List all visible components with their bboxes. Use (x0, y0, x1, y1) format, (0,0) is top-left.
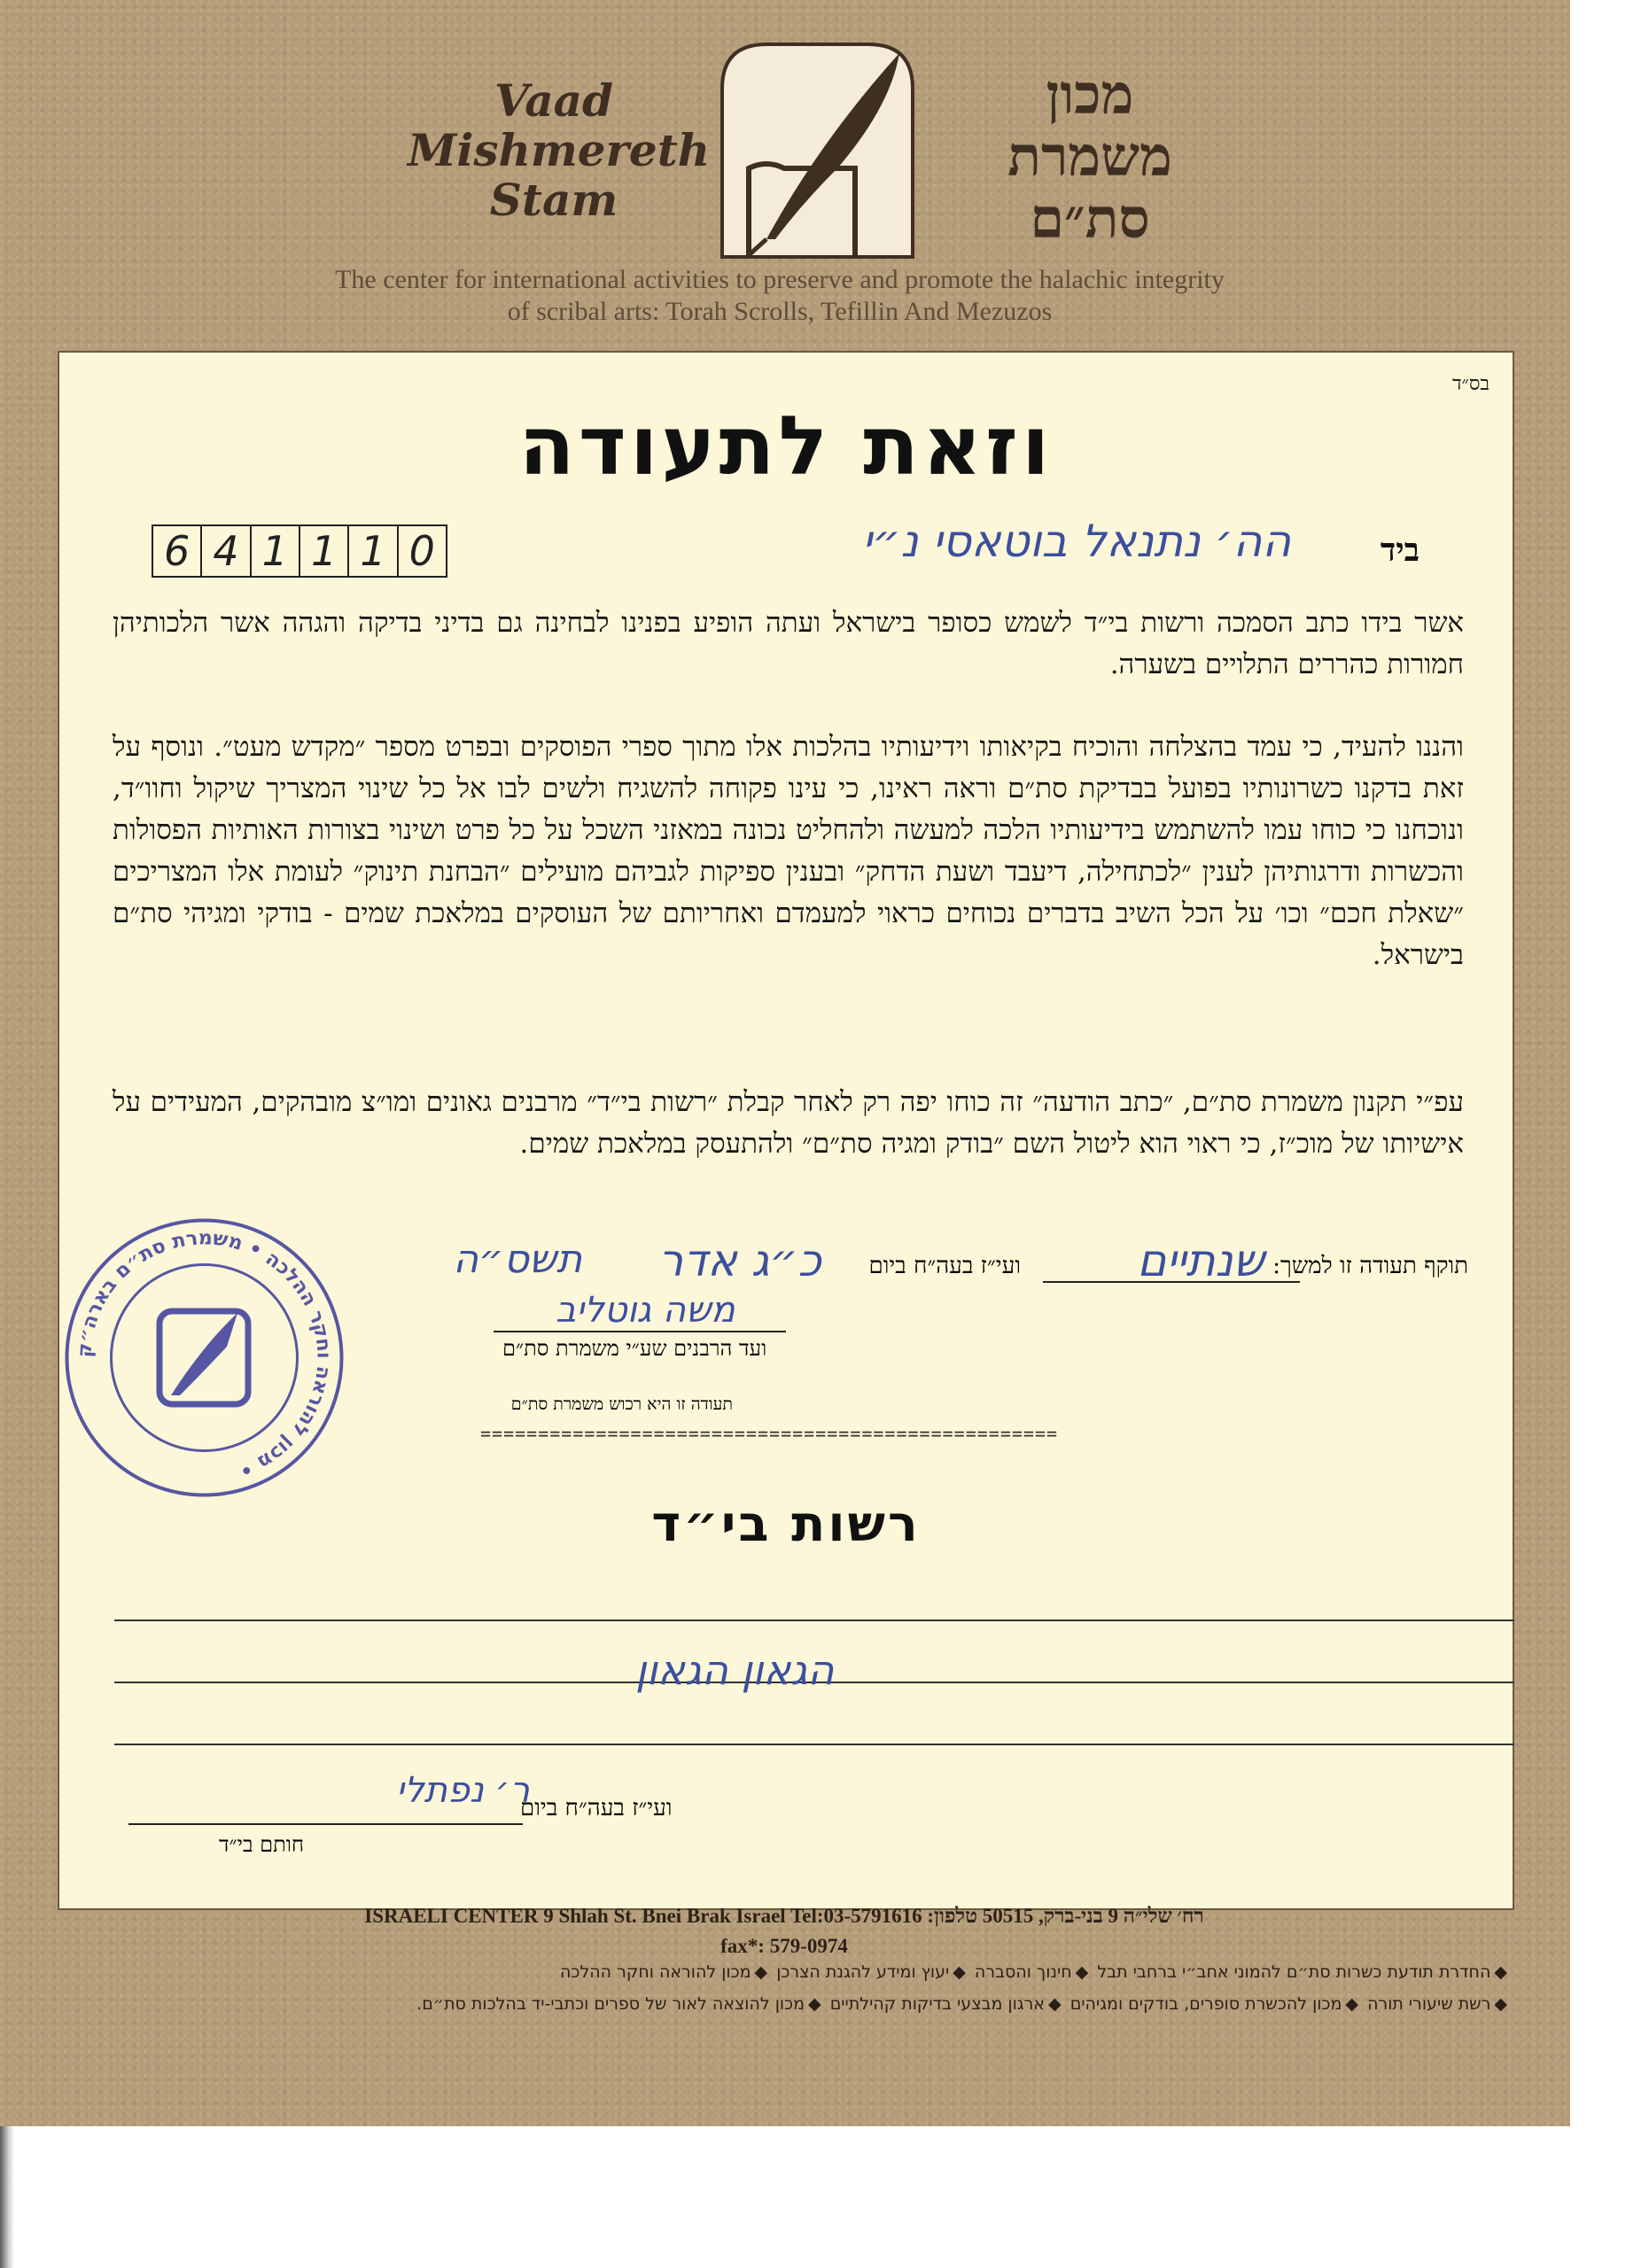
stamp-emblem-icon (159, 1311, 248, 1404)
bullet-icon: ◆ (1494, 1962, 1507, 1982)
bid-signature-line (128, 1823, 523, 1825)
bullet-icon: ◆ (808, 1994, 821, 2014)
validity-line (1043, 1281, 1300, 1283)
rabbis-committee-label: ועד הרבנים שע״י משמרת סת״ם (502, 1336, 767, 1361)
reshut-line (114, 1619, 1514, 1621)
service-item: מכון להכשרת סופרים, בודקים ומגיהים (1070, 1994, 1342, 2014)
footer-fax: fax*: 579-0974 (720, 1935, 848, 1957)
date-handwritten: כ״ג אדר (657, 1235, 821, 1286)
tagline-line: The center for international activities to preserve and promote the halachic integrity (335, 265, 1225, 294)
footer-address: ISRAELI CENTER 9 Shlah St. Bnei Brak Israel Tel:03-5791616 :רח׳ שלי״ה 9 בני-ברק, 50515 טלפון (364, 1905, 1204, 1927)
certificate-paragraph-1: אשר בידו כתב הסמכה ורשות בי״ד לשמש כסופר בישראל ועתה הופיע בפנינו לבחינה גם בדיני בדיקה והגהה אשר הלכותיהן חמורות כהררים התלויים בשערה. (113, 607, 1464, 680)
separator-line: ================================================== (480, 1423, 1059, 1444)
bsd-mark: בס״ד (1451, 373, 1490, 395)
bullet-icon: ◆ (953, 1962, 966, 1982)
certificate-title: וזאת לתעודה (518, 399, 1054, 493)
reshut-title: רשות בי״ד (651, 1495, 921, 1553)
service-item: החדרת תודעת כשרות סת״ם להמוני אחב״י ברחבי תבל (1097, 1962, 1491, 1982)
logo-en-line: Vaad (494, 74, 613, 127)
cert-digit: 1 (300, 526, 349, 576)
cert-digit: 1 (252, 526, 300, 576)
validity-label: תוקף תעודה זו למשך: (1272, 1253, 1468, 1279)
service-item: יעוץ ומידע להגנת הצרכן (776, 1962, 950, 1982)
cert-digit: 6 (153, 526, 202, 576)
bullet-icon: ◆ (1048, 1994, 1062, 2014)
certificate-paragraph-3: עפ״י תקנון משמרת סת״ם, ״כתב הודעה״ זה כוחו יפה רק לאחר קבלת ״רשות בי״ד״ מרבנים גאונים ומו״צ מובהקים, המעידים על אישיותו של מוכ״ז, כי ראוי הוא ליטול השם ״בודק ומגיה סת״ם״ ולהתעסק במלאכת שמים. (113, 1086, 1464, 1160)
certificate-number-box (152, 524, 447, 578)
logo-en-line: Mishmereth (408, 124, 711, 176)
bid-date-label: ועי״ז בעה״ח ביום (520, 1795, 673, 1821)
logo-he-line: משמרת (1007, 124, 1172, 189)
service-item: רשת שיעורי תורה (1367, 1994, 1491, 2014)
letterhead-header (0, 0, 1570, 346)
services-row-1 (58, 1956, 1511, 1988)
bid-signature-handwritten: ר׳ נפתלי (396, 1770, 530, 1811)
certificate-panel (58, 351, 1514, 1910)
bid-seal-label: חותם בי״ד (219, 1832, 305, 1857)
rabbis-signature-line (494, 1331, 786, 1332)
logo-hebrew (957, 64, 1223, 250)
cert-digit: 1 (349, 526, 398, 576)
torah-tablet-quill-icon (713, 35, 922, 266)
signed-on-label: ועי״ז בעה״ח ביום (868, 1253, 1021, 1279)
cert-digit: 0 (408, 527, 435, 575)
reshut-handwritten: הגאון הגאון (635, 1646, 835, 1694)
service-item: ארגון מבצעי בדיקות קהילתיים (829, 1994, 1046, 2014)
year-handwritten: תשס״ה (453, 1237, 582, 1282)
bullet-icon: ◆ (1345, 1994, 1359, 2014)
bullet-icon: ◆ (754, 1962, 768, 1982)
reshut-line (114, 1744, 1514, 1745)
tagline-line: of scribal arts: Torah Scrolls, Tefillin And Mezuzos (507, 297, 1053, 326)
logo-he-line: מכון (1046, 62, 1134, 127)
rubber-stamp-seal (60, 1214, 348, 1502)
rabbis-signature: משה גוטליב (556, 1290, 735, 1331)
cert-digit: 4 (202, 526, 251, 576)
stamp-text: מכון להוראה וחקר ההלכה • משמרת סת״ם בארה״ק • (74, 1227, 335, 1482)
logo-english (408, 74, 711, 226)
validity-handwritten: שנתיים (1137, 1235, 1264, 1286)
bullet-icon: ◆ (1494, 1994, 1507, 2014)
certificate-paragraph-2: והננו להעיד, כי עמד בהצלחה והוכיח בקיאותו וידיעותיו בהלכות אלו מתוך ספרי הפוסקים ובפרט מספר ״מקדש מעט״. ונוסף על זאת בדקנו כשרונותיו בפועל בבדיקת סת״ם וראה ראינו, כי עינו פקוחה להשגיח ולשים לבו אל כל שינוי המצריך שיקול וחוו״ד, ונוכחנו כי כוחו עמו להשתמש בידיעותיו הלכה למעשה ולהחליט נכונה במאזני השכל על כל פרט ושינוי בצורות האותיות הפסולות והכשרות ודרגותיהן לענין ״לכתחילה, דיעבד ושעת הדחק״ ובענין ספיקות לגביהם מועילים ״הבחנת תינוק״ לעומת אלו המצריכים ״שאלת חכם״ וכו׳ על הכל השיב בדברים נכוחים כראוי למעמדם ואחריותם של העוסקים במלאכת שמים - בודקי ומגיהי סת״ם בישראל. (113, 731, 1464, 971)
recipient-name-handwritten: הה׳ נתנאל בוטאסי נ״י (862, 516, 1291, 567)
logo-en-line: Stam (489, 174, 618, 226)
property-note: תעודה זו היא רכוש משמרת סת״ם (510, 1394, 733, 1414)
services-row-2 (58, 1988, 1511, 2020)
service-item: מכון להוראה וחקר ההלכה (559, 1962, 751, 1982)
by-hand-label: ביד (1380, 532, 1420, 569)
bullet-icon: ◆ (1075, 1962, 1089, 1982)
service-item: חינוך והסברה (974, 1962, 1072, 1982)
footer-services-band (58, 1956, 1511, 2025)
validity-row (361, 1235, 1468, 1292)
tagline (266, 264, 1294, 328)
service-item: מכון להוצאה לאור של ספרים וכתבי-יד בהלכות סת״ם. (416, 1994, 805, 2014)
logo-he-line: סת״ם (1030, 186, 1150, 251)
